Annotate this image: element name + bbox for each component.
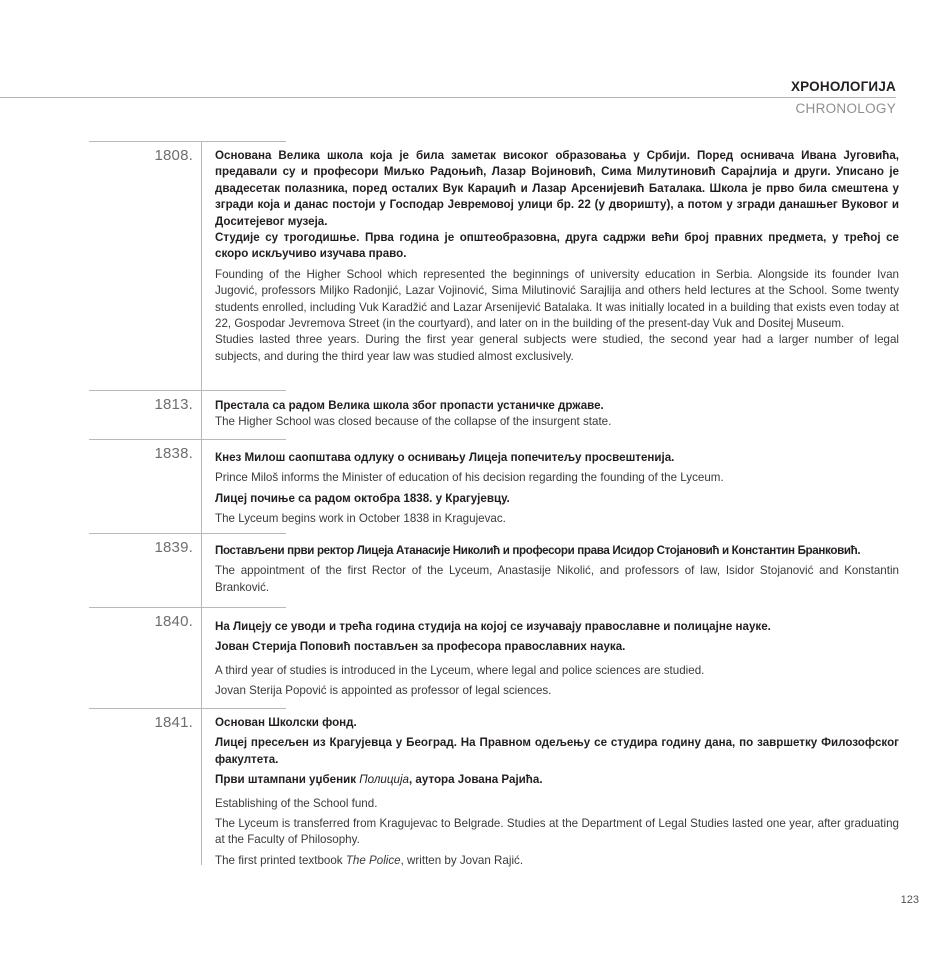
entry-year: 1839. (154, 539, 193, 556)
entry-year: 1813. (154, 396, 193, 413)
entry-rule (89, 533, 286, 534)
entry-paragraph-en: Establishing of the School fund. (215, 796, 378, 810)
entry-paragraph-en: Studies lasted three years. During the first year general subjects were studied, the second year had a larger number of legal subjects, and during the third year law was studied almost exclusively. (215, 333, 899, 363)
entry-paragraph-en: The Lyceum is transferred from Kragujevac to Belgrade. Studies at the Department of Legal Studies lasted one year, after graduating at the Faculty of Philosophy. (215, 817, 899, 847)
entry-paragraph-en: The Higher School was closed because of the collapse of the insurgent state. (215, 415, 612, 429)
entry-year: 1838. (154, 445, 193, 462)
page-number: 123 (900, 894, 919, 906)
entry-year: 1840. (154, 613, 193, 630)
textbook-sentence-end: , аутора Јована Рајића. (408, 773, 543, 787)
entry-paragraph-sr (215, 772, 899, 788)
entry-body (215, 148, 899, 365)
textbook-sentence-start: The first printed textbook (215, 853, 346, 867)
header-rule (0, 97, 896, 98)
entry-rule (89, 439, 286, 440)
entry-paragraph-sr: Лицеј пресељен из Крагујевца у Београд. На Правном одељењу се студира годину дана, по завршетку Филозофског факултета. (215, 736, 899, 766)
entry-rule (89, 141, 286, 142)
textbook-title: Полиција (359, 773, 409, 787)
textbook-sentence-end: , written by Jovan Rajić. (400, 853, 524, 867)
entry-paragraph-sr: На Лицеју се уводи и трећа година студија на којој се изучавају православне и полицајне науке. (215, 620, 771, 633)
entry-body (215, 715, 899, 869)
header-title-english: CHRONOLOGY (795, 101, 896, 116)
entry-paragraph-sr: Основан Школски фонд. (215, 716, 357, 729)
page-header (791, 78, 896, 118)
entry-paragraph-en: A third year of studies is introduced in the Lyceum, where legal and police sciences are studied. (215, 663, 705, 677)
entry-paragraph-sr: Постављени први ректор Лицеја Атанасије Николић и професори права Исидор Стојановић и Константин Бранковић. (215, 544, 861, 557)
entry-body (215, 450, 899, 528)
entry-body (215, 543, 899, 596)
entry-paragraph-en: Prince Miloš informs the Minister of education of his decision regarding the founding of the Lyceum. (215, 471, 724, 485)
entry-paragraph-sr: Студије су трогодишње. Прва година је општеобразовна, друга садржи већи број правних предмета, у трећој се скоро искључиво изучава право. (215, 231, 899, 261)
textbook-sentence-start: Први штампани уџбеник (215, 773, 360, 787)
textbook-title: The Police (345, 853, 401, 867)
entry-paragraph-en: The appointment of the first Rector of the Lyceum, Anastasije Nikolić, and professors of law, Isidor Stojanović and Konstantin Branković. (215, 564, 899, 594)
entry-rule (89, 390, 286, 391)
entry-body (215, 398, 899, 431)
entry-paragraph-sr: Основана Велика школа која је била заметак високог образовања у Србији. Поред оснивача Ивана Југовића, предавали су и професори Миљко Радоњић, Лазар Војиновић, Сима Милутиновић Сарајлија и други. Уписано је двадесетак полазника, поред осталих Вук Караџић и Лазар Арсенијевић Баталака. Школа је прво била смештена у згради која и данас постоји у Господар Јевремовој улици бр. 22 (у дворишту), а потом у згради данашњег Вуковог и Доситејевог музеја. (215, 149, 899, 228)
entry-rule (89, 607, 286, 608)
entry-year: 1841. (154, 714, 193, 731)
entry-paragraph-sr: Јован Стерија Поповић постављен за професора православних наука. (215, 640, 626, 654)
timeline-vertical-rule (201, 141, 202, 865)
entry-paragraph-en: The Lyceum begins work in October 1838 in Kragujevac. (215, 512, 506, 526)
header-title-serbian: ХРОНОЛОГИЈА (790, 79, 896, 94)
entry-paragraph-sr: Лицеј почиње са радом октобра 1838. у Крагујевцу. (215, 491, 510, 505)
entry-paragraph-en (215, 853, 899, 869)
entry-body (215, 619, 899, 700)
entry-year: 1808. (154, 147, 193, 164)
entry-rule (89, 708, 286, 709)
entry-paragraph-sr: Престала са радом Велика школа због пропасти устаничке државе. (215, 399, 604, 412)
entry-paragraph-en: Founding of the Higher School which represented the beginnings of university education in Serbia. Alongside its founder Ivan Jugović, professors Miljko Radonjić, Lazar Vojinović, Sima Milutinović Sarajlija and others held lectures at the School. Some twenty students enrolled, including Vuk Karadžić and Lazar Arsenijević Batalaka. It was initially located in a building that exists even today at 22, Gospodar Jevremova Street (in the courtyard), and later on in the building of the present-day Vuk and Dositej Museum. (215, 267, 899, 331)
entry-paragraph-en: Jovan Sterija Popović is appointed as professor of legal sciences. (215, 684, 552, 698)
entry-paragraph-sr: Кнез Милош саопштава одлуку о оснивању Лицеја попечитељу просвештенија. (215, 451, 675, 464)
